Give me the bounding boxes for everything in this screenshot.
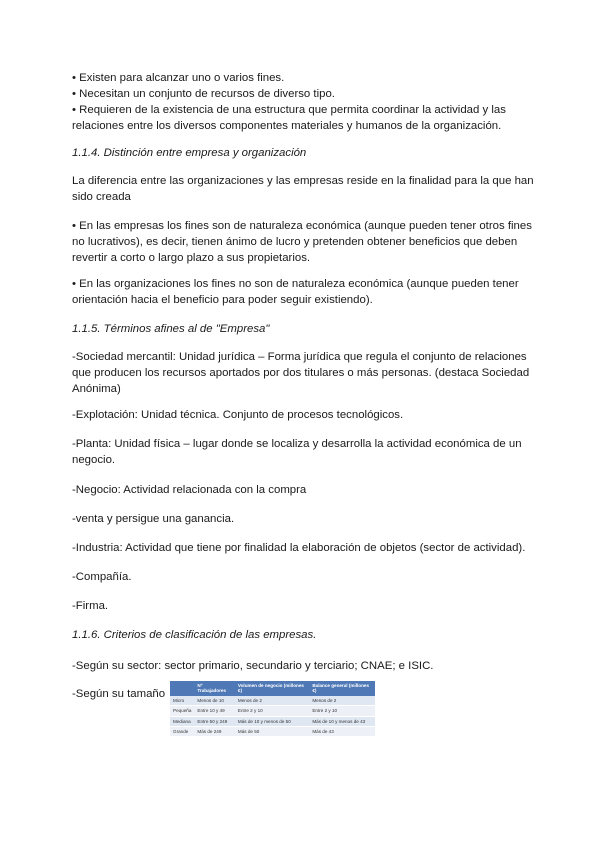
table-cell: Mediana (170, 716, 194, 726)
table-cell: Grande (170, 727, 194, 737)
table-row (170, 727, 375, 737)
table-cell: Más de 249 (194, 727, 235, 737)
table-cell: Más de 43 (309, 727, 375, 737)
table-header-cell: Volumen de negocio (millones €) (235, 681, 309, 696)
table-cell: Menos de 2 (235, 696, 309, 706)
table-cell: Más de 10 y menos de 43 (309, 716, 375, 726)
table-row (170, 706, 375, 716)
bullet-list-top (72, 70, 534, 134)
table-header-cell (170, 681, 194, 696)
table-cell: Más de 50 (235, 727, 309, 737)
table-header-cell: Balance general (millones €) (309, 681, 375, 696)
term-venta: -venta y persigue una ganancia. (72, 513, 235, 525)
term-industria: -Industria: Actividad que tiene por finalidad la elaboración de objetos (sector de actividad). (72, 542, 526, 554)
table-cell: Menos de 10 (194, 696, 235, 706)
paragraph-diferencia: La diferencia entre las organizaciones y las empresas reside en la finalidad para la que han sido creada (72, 175, 534, 203)
bullet-empresas: • En las empresas los fines son de naturaleza económica (aunque pueden tener otros fines no lucrativos), es decir, tienen ánimo de lucro y pretenden obtener beneficios que deben revertir a corto o largo plazo a sus propietarios. (72, 220, 532, 264)
term-explotacion: -Explotación: Unidad técnica. Conjunto de procesos tecnológicos. (72, 409, 404, 421)
table-row (170, 696, 375, 706)
table-cell: Entre 10 y 49 (194, 706, 235, 716)
table-row (170, 716, 375, 726)
term-negocio: -Negocio: Actividad relacionada con la compra (72, 484, 307, 496)
bullet-estructura: • Requieren de la existencia de una estructura que permita coordinar la actividad y las relaciones entre los diversos componentes materiales y humanos de la organización. (72, 104, 506, 132)
term-firma: -Firma. (72, 600, 109, 612)
table-header-cell: Nº Trabajadores (194, 681, 235, 696)
bullet-recursos: • Necesitan un conjunto de recursos de diverso tipo. (72, 88, 335, 100)
table-cell: Entre 2 y 10 (309, 706, 375, 716)
heading-1-1-5: 1.1.5. Términos afines al de "Empresa" (72, 323, 270, 335)
table-cell: Micro (170, 696, 194, 706)
term-sociedad-mercantil: -Sociedad mercantil: Unidad jurídica – Forma jurídica que regula el conjunto de relaciones que producen los recursos aportados por dos titulares o más personas. (destaca Sociedad Anónima) (72, 351, 530, 395)
table-header-row (170, 681, 375, 696)
table-cell: Más de 10 y menos de 50 (235, 716, 309, 726)
bullet-fines: • Existen para alcanzar uno o varios fines. (72, 72, 285, 84)
table-cell: Entre 2 y 10 (235, 706, 309, 716)
heading-1-1-4: 1.1.4. Distinción entre empresa y organización (72, 147, 307, 159)
criterio-tamano: -Según su tamaño (72, 688, 166, 700)
company-size-table (170, 681, 375, 737)
table-cell: Pequeña (170, 706, 194, 716)
heading-1-1-6: 1.1.6. Criterios de clasificación de las empresas. (72, 629, 317, 641)
term-planta: -Planta: Unidad física – lugar donde se localiza y desarrolla la actividad económica de un negocio. (72, 438, 522, 466)
term-compania: -Compañía. (72, 571, 132, 583)
table-cell: Entre 50 y 249 (194, 716, 235, 726)
bullet-organizaciones: • En las organizaciones los fines no son de naturaleza económica (aunque pueden tener orientación hacia el beneficio para poder seguir existiendo). (72, 278, 519, 306)
criterio-sector: -Según su sector: sector primario, secundario y terciario; CNAE; e ISIC. (72, 660, 434, 672)
table-cell: Menos de 2 (309, 696, 375, 706)
